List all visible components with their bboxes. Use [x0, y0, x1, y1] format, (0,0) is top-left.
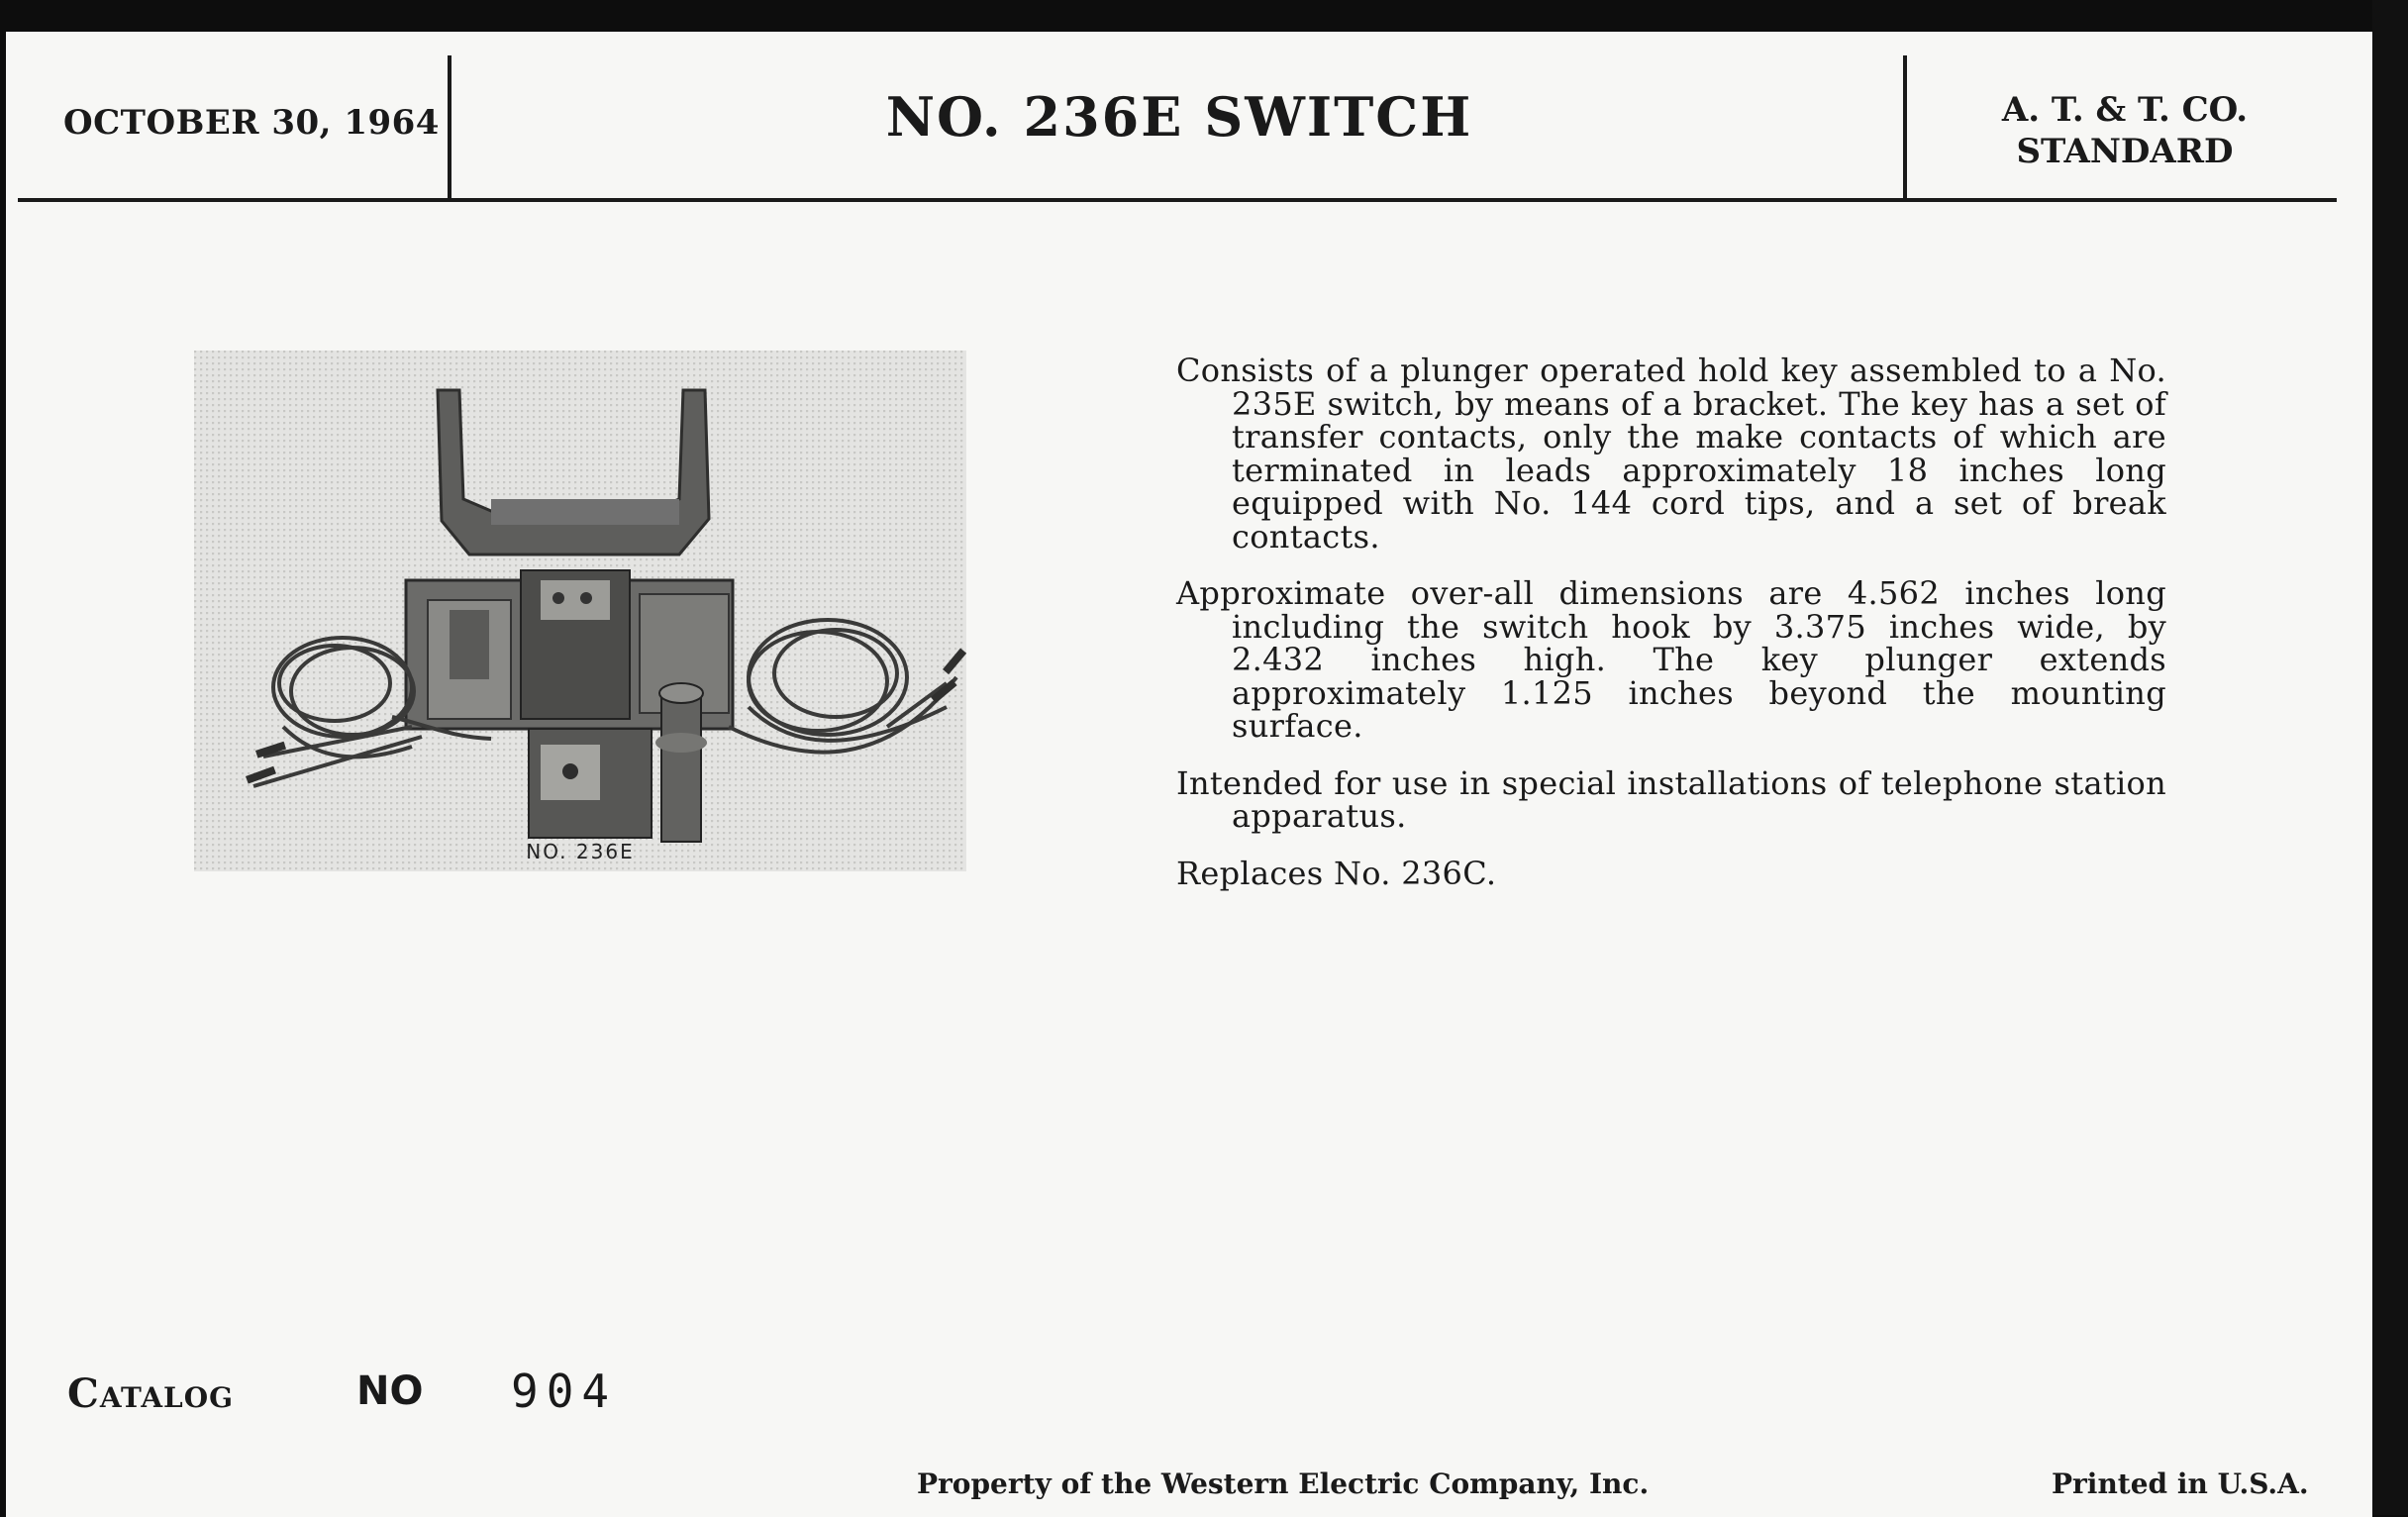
- catalog-sheet: [6, 32, 2372, 1517]
- description: [1176, 354, 2166, 914]
- description-paragraph: Replaces No. 236C.: [1176, 854, 1497, 892]
- scan-edge: [2372, 0, 2408, 1515]
- description-paragraph: Approximate over-all dimensions are 4.562 inches long including the switch hook by 3.375 inches wide, by 2.432 inches high. The key plunger extends approximately 1.125 inches beyond the mounting surface.: [1176, 574, 2166, 745]
- header-rule: [18, 198, 2337, 202]
- photo-caption: NO. 236E: [526, 840, 635, 863]
- catalog-label: Catalog: [67, 1370, 235, 1417]
- property-notice: Property of the Western Electric Company, Inc.: [917, 1467, 1650, 1500]
- switch-photo: [194, 351, 966, 871]
- catalog-number: 904: [511, 1365, 618, 1418]
- standard-label: [1917, 89, 2333, 172]
- catalog-no-label: NO: [356, 1368, 424, 1414]
- description-paragraph: Intended for use in special installations of telephone station apparatus.: [1176, 763, 2166, 835]
- page-title: NO. 236E SWITCH: [885, 85, 1473, 149]
- description-paragraph: Consists of a plunger operated hold key assembled to a No. 235E switch, by means of a bracket. The key has a set of transfer contacts, only the make contacts of which are terminated in leads approximately 18 inches long equipped with No. 144 cord tips, and a set of break contacts.: [1176, 352, 2166, 556]
- standard-line-2: STANDARD: [2016, 132, 2234, 171]
- header-divider-right: [1903, 55, 1907, 200]
- issue-date: OCTOBER 30, 1964: [63, 103, 440, 143]
- standard-line-1: A. T. & T. CO.: [2001, 90, 2249, 130]
- printed-notice: Printed in U.S.A.: [2052, 1467, 2309, 1500]
- switch-illustration: [194, 351, 966, 871]
